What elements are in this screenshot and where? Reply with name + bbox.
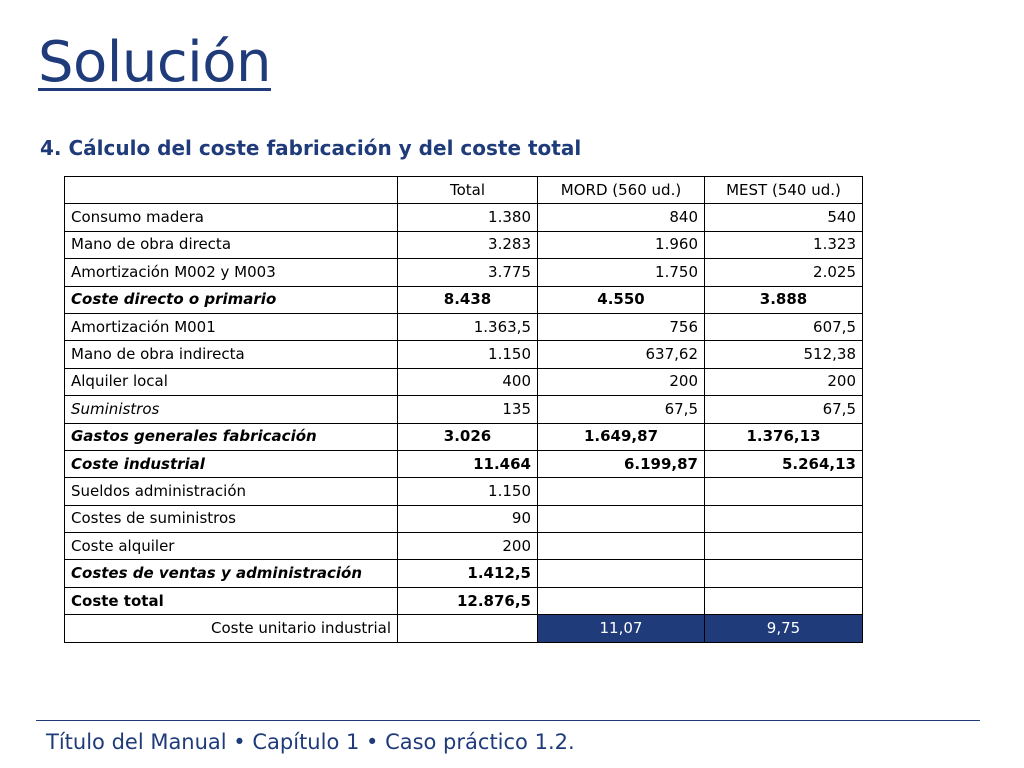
- row-label-cell: Alquiler local: [65, 368, 398, 395]
- total-cell: 8.438: [398, 286, 538, 313]
- row-label-cell: Coste alquiler: [65, 533, 398, 560]
- mest-cell: [705, 587, 863, 614]
- mord-cell: [538, 587, 705, 614]
- total-cell: 12.876,5: [398, 587, 538, 614]
- mest-cell: [705, 505, 863, 532]
- mord-cell: 637,62: [538, 341, 705, 368]
- unit-cost-total-cell: [398, 615, 538, 642]
- mord-cell: 4.550: [538, 286, 705, 313]
- footer-divider: [36, 720, 980, 721]
- total-cell: 1.150: [398, 478, 538, 505]
- mord-cell: 1.649,87: [538, 423, 705, 450]
- header-cell-mord: MORD (560 ud.): [538, 177, 705, 204]
- row-label-cell: Costes de ventas y administración: [65, 560, 398, 587]
- mord-cell: 67,5: [538, 396, 705, 423]
- mord-cell: 840: [538, 204, 705, 231]
- mord-cell: [538, 505, 705, 532]
- mord-cell: [538, 533, 705, 560]
- total-cell: 1.363,5: [398, 313, 538, 340]
- row-label-cell: Coste total: [65, 587, 398, 614]
- header-cell-label: [65, 177, 398, 204]
- table-row: [65, 560, 863, 587]
- table-row: [65, 313, 863, 340]
- total-cell: 11.464: [398, 450, 538, 477]
- row-label-cell: Sueldos administración: [65, 478, 398, 505]
- cost-table: [64, 176, 863, 643]
- mest-cell: 1.323: [705, 231, 863, 258]
- total-cell: 1.150: [398, 341, 538, 368]
- table-row: [65, 478, 863, 505]
- mest-cell: [705, 478, 863, 505]
- table-row: [65, 231, 863, 258]
- footer-text: Título del Manual • Capítulo 1 • Caso práctico 1.2.: [46, 730, 575, 754]
- row-label-cell: Mano de obra indirecta: [65, 341, 398, 368]
- mest-cell: 512,38: [705, 341, 863, 368]
- mord-cell: 6.199,87: [538, 450, 705, 477]
- unit-cost-mest-cell: 9,75: [705, 615, 863, 642]
- table-row: [65, 533, 863, 560]
- mest-cell: 200: [705, 368, 863, 395]
- table-row: [65, 341, 863, 368]
- unit-cost-label: Coste unitario industrial: [65, 615, 398, 642]
- row-label-cell: Coste industrial: [65, 450, 398, 477]
- mest-cell: 3.888: [705, 286, 863, 313]
- unit-cost-mord-cell: 11,07: [538, 615, 705, 642]
- mord-cell: [538, 560, 705, 587]
- table-row: [65, 368, 863, 395]
- mest-cell: 67,5: [705, 396, 863, 423]
- table-row: [65, 204, 863, 231]
- table-row: [65, 505, 863, 532]
- total-cell: 1.380: [398, 204, 538, 231]
- table-row: [65, 587, 863, 614]
- total-cell: 3.283: [398, 231, 538, 258]
- total-cell: 200: [398, 533, 538, 560]
- table-row: [65, 286, 863, 313]
- total-cell: 90: [398, 505, 538, 532]
- total-cell: 1.412,5: [398, 560, 538, 587]
- row-label-cell: Suministros: [65, 396, 398, 423]
- mest-cell: 540: [705, 204, 863, 231]
- total-cell: 3.775: [398, 259, 538, 286]
- mest-cell: 1.376,13: [705, 423, 863, 450]
- total-cell: 3.026: [398, 423, 538, 450]
- mest-cell: 607,5: [705, 313, 863, 340]
- mord-cell: [538, 478, 705, 505]
- row-label-cell: Gastos generales fabricación: [65, 423, 398, 450]
- mord-cell: 1.960: [538, 231, 705, 258]
- mest-cell: [705, 560, 863, 587]
- slide-subtitle: 4. Cálculo del coste fabricación y del coste total: [40, 136, 582, 160]
- mest-cell: 5.264,13: [705, 450, 863, 477]
- row-label-cell: Amortización M002 y M003: [65, 259, 398, 286]
- row-label-cell: Costes de suministros: [65, 505, 398, 532]
- table-header-row: [65, 177, 863, 204]
- mord-cell: 1.750: [538, 259, 705, 286]
- total-cell: 400: [398, 368, 538, 395]
- total-cell: 135: [398, 396, 538, 423]
- mest-cell: [705, 533, 863, 560]
- row-label-cell: Amortización M001: [65, 313, 398, 340]
- row-label-cell: Coste directo o primario: [65, 286, 398, 313]
- slide-title: Solución: [38, 30, 271, 95]
- table-row: [65, 259, 863, 286]
- table-row: [65, 423, 863, 450]
- mord-cell: 756: [538, 313, 705, 340]
- row-label-cell: Mano de obra directa: [65, 231, 398, 258]
- row-label-cell: Consumo madera: [65, 204, 398, 231]
- header-cell-total: Total: [398, 177, 538, 204]
- unit-cost-row: [65, 615, 863, 642]
- table-row: [65, 450, 863, 477]
- table-row: [65, 396, 863, 423]
- header-cell-mest: MEST (540 ud.): [705, 177, 863, 204]
- mest-cell: 2.025: [705, 259, 863, 286]
- mord-cell: 200: [538, 368, 705, 395]
